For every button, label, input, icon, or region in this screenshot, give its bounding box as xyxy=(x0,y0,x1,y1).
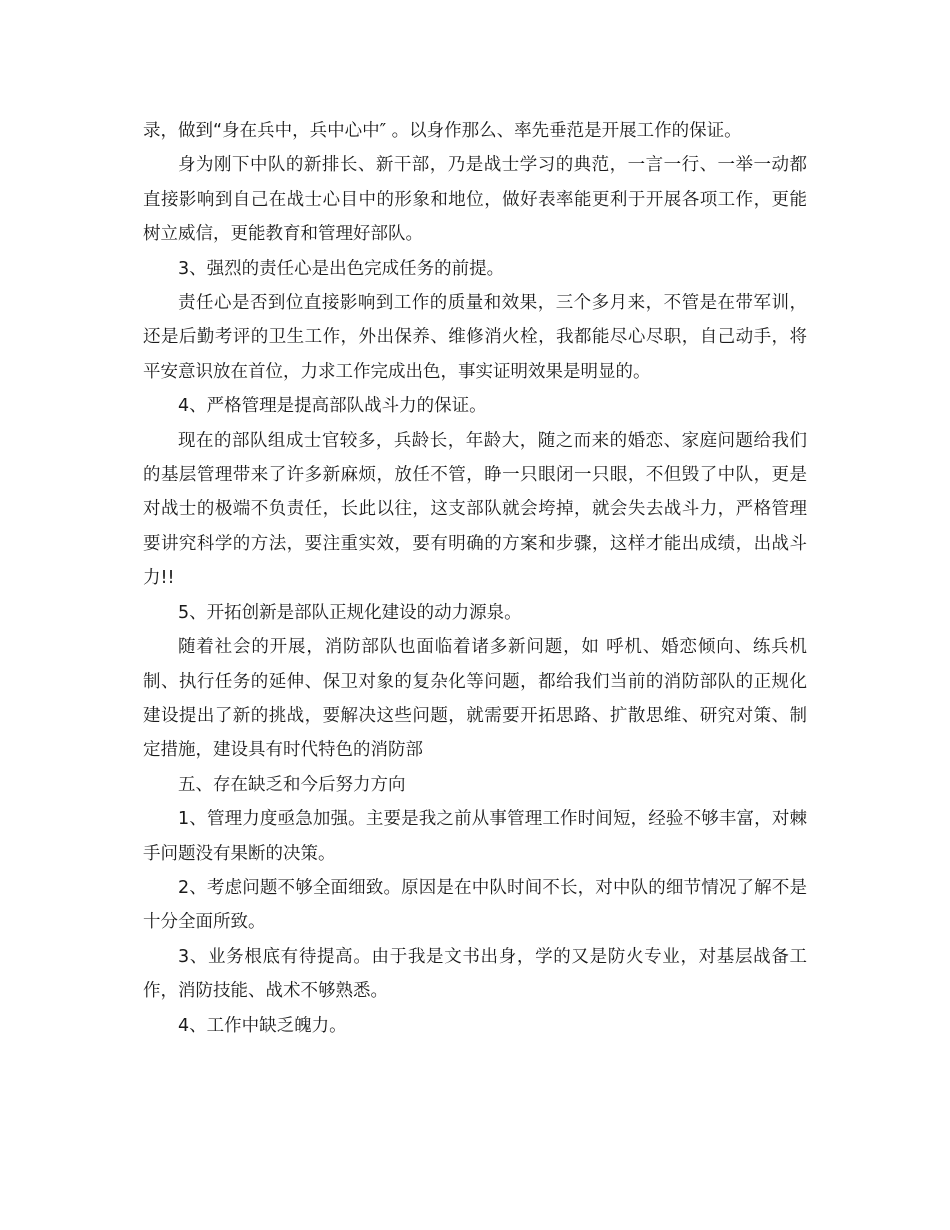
section-heading: 4、严格管理是提高部队战斗力的保证。 xyxy=(178,396,487,417)
list-item: 4、工作中缺乏魄力。 xyxy=(178,1015,347,1036)
list-item: 1、管理力度亟急加强。主要是我之前从事管理工作时间短，经验不够丰富，对棘手问题没有果断的决策。 xyxy=(143,809,807,864)
list-item: 2、考虑问题不够全面细致。原因是在中队时间不长，对中队的细节情况了解不是十分全面所致。 xyxy=(143,877,807,933)
chapter-heading: 五、存在缺乏和今后努力方向 xyxy=(178,774,406,795)
paragraph: 身为刚下中队的新排长、新干部，乃是战士学习的典范，一言一行、一举一动都直接影响到自己在战士心目中的形象和地位，做好表率能更利于开展各项工作，更能树立威信，更能教育和管理好部队。 xyxy=(143,155,807,245)
section-heading: 5、开拓创新是部队正规化建设的动力源泉。 xyxy=(178,602,522,623)
section-heading: 3、强烈的责任心是出色完成任务的前提。 xyxy=(178,258,505,279)
paragraph: 随着社会的开展，消防部队也面临着诸多新问题，如 呼机、婚恋倾向、练兵机制、执行任务的延伸、保卫对象的复杂化等问题，都给我们当前的消防部队的正规化建设提出了新的挑战，要解决这些问题，就需要开拓思路、扩散思维、研究对策、制定措施，建设具有时代特色的消防部 xyxy=(143,637,807,761)
paragraph: 现在的部队组成士官较多，兵龄长，年龄大，随之而来的婚恋、家庭问题给我们的基层管理带来了许多新麻烦，放任不管，睁一只眼闭一只眼，不但毁了中队，更是对战士的极端不负责任，长此以往，这支部队就会垮掉，就会失去战斗力，严格管理要讲究科学的方法，要注重实效，要有明确的方案和步骤，这样才能出成绩，出战斗力!! xyxy=(143,430,807,589)
paragraph-continuation: 录，做到“身在兵中，兵中心中″ 。以身作那么、率先垂范是开展工作的保证。 xyxy=(143,121,742,141)
list-item: 3、业务根底有待提高。由于我是文书出身，学的又是防火专业，对基层战备工作，消防技能、战术不够熟悉。 xyxy=(143,946,807,1002)
document-body xyxy=(143,114,807,1043)
paragraph: 责任心是否到位直接影响到工作的质量和效果，三个多月来，不管是在带军训，还是后勤考评的卫生工作，外出保养、维修消火栓，我都能尽心尽职，自己动手，将平安意识放在首位，力求工作完成出色，事实证明效果是明显的。 xyxy=(143,293,807,382)
